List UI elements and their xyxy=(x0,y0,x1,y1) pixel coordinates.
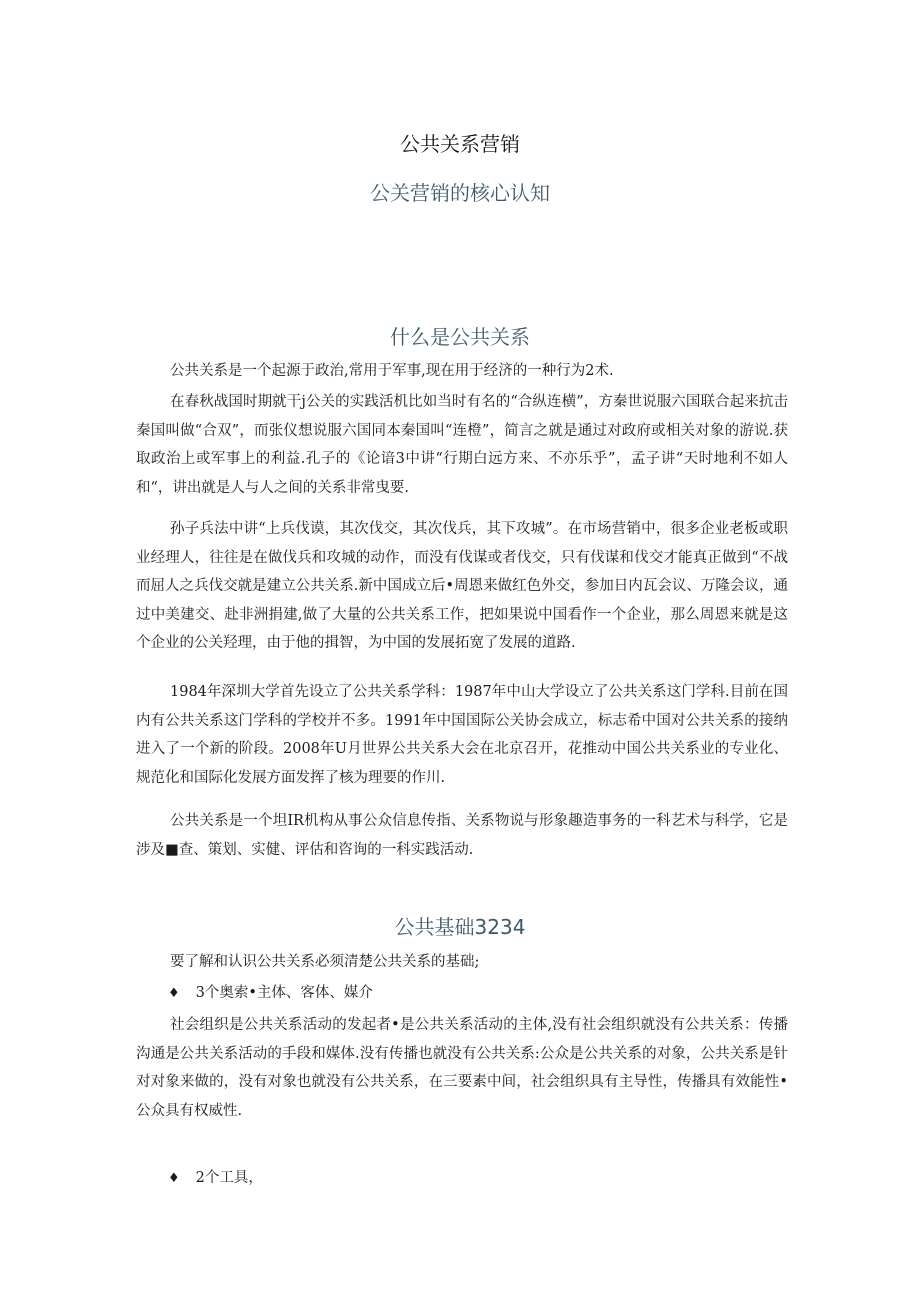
paragraph: 公共关系是一个坦IR机构从事公众信息传指、关系物说与形象趣造事务的一科艺术与科学，它是涉及■查、策划、实健、评估和咨询的一科实践活动. xyxy=(136,813,788,858)
paragraph: 在春秋战国时期就干j公关的实践活机比如当时有名的“合纵连横”，方秦世说服六国联合起来抗击秦国叫做“合双”，而张仪想说服六国同本秦国叫“连橙”，简言之就是通过对政府或相关对象的游说.获取政治上或军事上的利益.孔子的《论谙3中讲“行期白远方来、不亦乐乎”，孟子讲“天时地利不如人和“，讲出就是人与人之间的关系非常曳要. xyxy=(136,394,788,496)
bullet-text: 3个奥索•主体、客体、媒介 xyxy=(195,985,373,1001)
paragraph: 公共关系是一个起源于政治,常用于军事,现在用于经济的一种行为2术. xyxy=(170,363,614,379)
bullet-item xyxy=(168,979,373,1008)
diamond-bullet-icon: ♦ xyxy=(168,1171,180,1186)
paragraph: 孙子兵法中讲“上兵伐谟，其次伐交，其次伐兵，其下攻城”。在市场营销中，很多企业老板或职业经理人，往往是在做伐兵和攻城的动作，而没有伐谋或者伐交，只有伐谋和伐交才能真正做到“不战而屈人之兵伐交就是建立公共关系.新中国成立后•周恩来做红色外交，参加日内瓦会议、万隆会议，通过中美建交、赴非洲捐建,做了大量的公共关系工作，把如果说中国看作一个企业，那么周恩来就是这个企业的公关羟理，由于他的揖智，为中国的发展拓宽了发展的道路. xyxy=(136,521,788,651)
section-heading-pr-basics: 公共基础3234 xyxy=(394,915,526,939)
document-title: 公共关系营销 xyxy=(400,132,520,156)
bullet-item xyxy=(168,1164,263,1193)
section-heading-what-is-pr: 什么是公共关系 xyxy=(390,325,530,349)
paragraph: 1984年深圳大学首先设立了公共关系学科：1987年中山大学设立了公共关系这门学科.目前在国内有公共关系这门学科的学校并不多。1991年中国国际公关协会成立，标志希中国对公共关系的接纳进入了一个新的阶段。2008年U月世界公共关系大会在北京召开，花推动中国公共关系业的专业化、规范化和国际化发展方面发挥了核为理要的作川. xyxy=(136,684,788,786)
paragraph: 社会组织是公共关系活动的发起者•是公共关系活动的主体,没有社会组织就没有公共关系：传播沟通是公共关系活动的手段和媒体.没有传播也就没有公共关系:公众是公共关系的对象，公共关系是针对对象来做的，没有对象也就没有公共关系，在三要素中间，社会组织具有主导性，传播具有效能性•公众具有权威性. xyxy=(136,1017,788,1119)
intro-paragraph: 要了解和认识公共关系必须清楚公共关系的基础; xyxy=(170,954,480,970)
diamond-bullet-icon: ♦ xyxy=(168,986,180,1001)
document-subtitle: 公关营销的核心认知 xyxy=(370,181,550,205)
bullet-text: 2个工具， xyxy=(195,1170,263,1186)
